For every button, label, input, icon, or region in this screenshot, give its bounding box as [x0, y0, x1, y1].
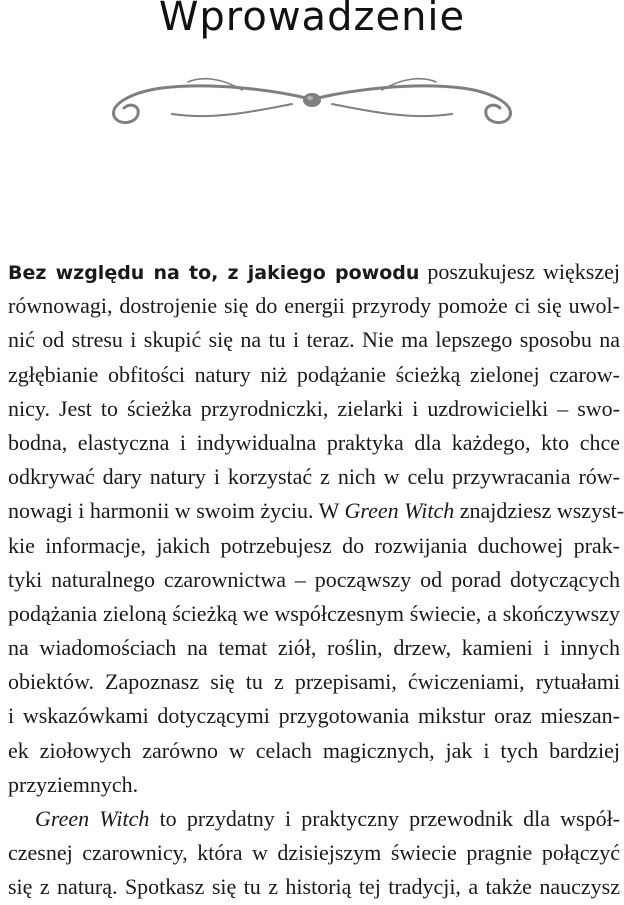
text-line: obiektów. Zapoznasz się tu z przepisami, ćwiczeniami, rytuałami: [8, 669, 620, 695]
text-line: nić od stresu i skupić się na tu i teraz. Nie ma lepszego sposobu na: [8, 327, 620, 353]
text-line: czesnej czarownicy, która w dzisiejszym świecie pragnie połączyć: [8, 840, 620, 866]
text-line: się z naturą. Spotkasz się tu z historią tej tradycji, a także nauczysz: [8, 874, 620, 900]
flourish-divider-icon: [92, 60, 532, 140]
text-line: nicy. Jest to ścieżka przyrodniczki, zielarki i uzdrowicielki – swo-: [8, 395, 620, 421]
text-line: równowagi, dostrojenie się do energii przyrody pomoże ci się uwol-: [8, 293, 620, 319]
text-line: na wiadomościach na temat ziół, roślin, drzew, kamieni i innych: [8, 635, 620, 661]
text-line: Green Witch to przydatny i praktyczny przewodnik dla współ-: [35, 806, 621, 831]
body-text: [8, 255, 624, 905]
book-title: Green Witch: [35, 806, 150, 831]
lead-in-phrase: Bez względu na to, z jakiego powodu: [8, 262, 420, 284]
book-title: Green Witch: [344, 498, 455, 524]
text-line: podążania zieloną ścieżką we współczesnym świecie, a skończywszy: [8, 600, 620, 626]
text-line: ek ziołowych zarówno w celach magicznych, jak i tych bardziej: [8, 737, 620, 763]
chapter-title: Wprowadzenie: [158, 0, 466, 40]
text-line: nowagi i harmonii w swoim życiu. W Green Witch znajdziesz wszyst-: [8, 498, 624, 524]
text-line: zgłębianie obfitości natury niż podążanie ścieżką zielonej czarow-: [8, 361, 620, 387]
text-line: przyziemnych.: [8, 771, 139, 797]
text-line: kie informacje, jakich potrzebujesz do rozwijania duchowej prak-: [8, 532, 620, 558]
text-line: tyki naturalnego czarownictwa – począwszy od porad dotyczących: [8, 566, 620, 592]
text-line: i wskazówkami dotyczącymi przygotowania mikstur oraz mieszan-: [8, 703, 620, 729]
text-line: odkrywać dary natury i korzystać z nich w celu przywracania rów-: [8, 464, 620, 490]
text-line: bodna, elastyczna i indywidualna praktyka dla każdego, kto chce: [8, 429, 620, 455]
text-line: Bez względu na to, z jakiego powodu poszukujesz większej: [8, 259, 620, 284]
